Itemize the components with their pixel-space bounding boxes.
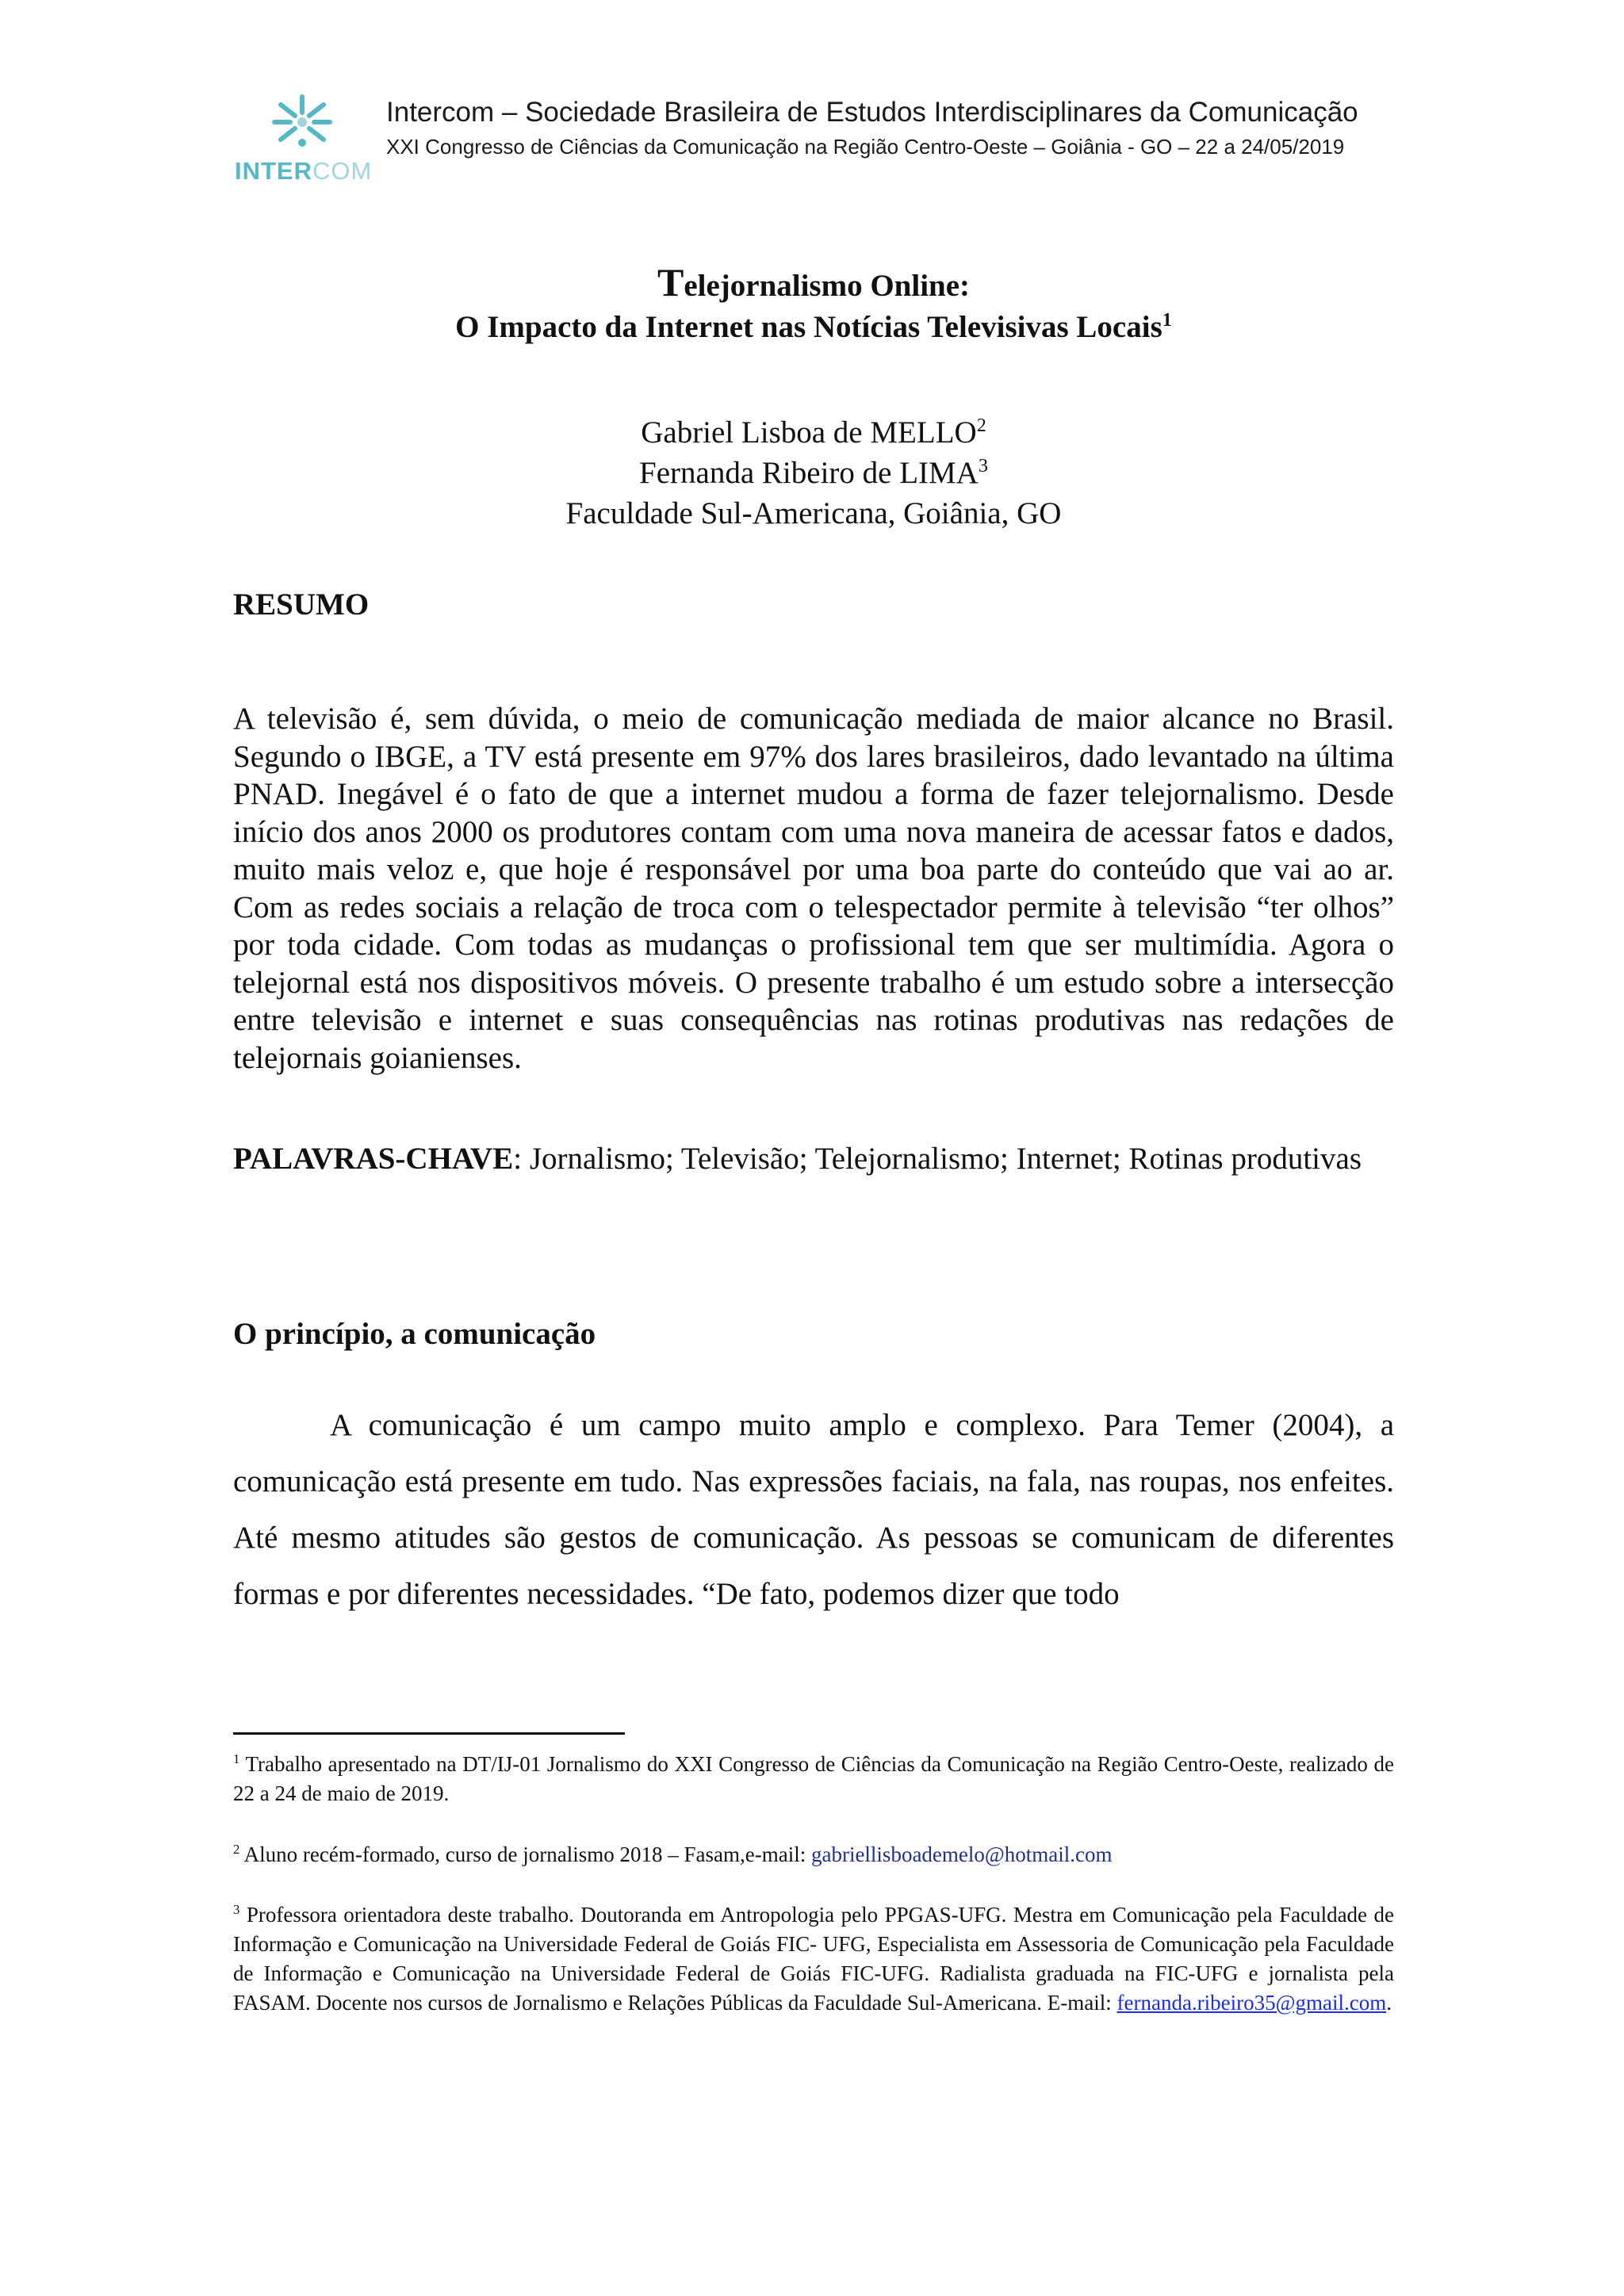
intercom-logo (235, 94, 373, 189)
footnote-3-email-link[interactable]: fernanda.ribeiro35@gmail.com (1116, 1991, 1387, 2015)
author-1-name: Gabriel Lisboa de MELLO (641, 415, 977, 450)
author-block (233, 412, 1394, 534)
header-organization: Intercom – Sociedade Brasileira de Estudos Interdisciplinares da Comunicação (386, 97, 1358, 128)
intercom-logo-text (235, 157, 373, 186)
title-initial: T (657, 260, 684, 304)
body-paragraph: A comunicação é um campo muito amplo e complexo. Para Temer (2004), a comunicação está presente em tudo. Nas expressões faciais, na fala, nas roupas, nos enfeites. Até mesmo atitudes são gestos de comunicação. As pessoas se comunicam de diferentes formas e por diferentes necessidades. “De fato, podemos dizer que todo (233, 1408, 1394, 1611)
footnote-2-number: 2 (233, 1842, 240, 1857)
keywords (233, 1140, 1394, 1178)
author-2 (233, 453, 1394, 493)
footnote-2-email[interactable]: gabriellisboademelo@hotmail.com (810, 1843, 1113, 1866)
header-conference: XXI Congresso de Ciências da Comunicação na Região Centro-Oeste – Goiânia - GO – 22 a 24/05/2019 (386, 135, 1345, 159)
title-footnote-ref: 1 (1162, 309, 1172, 331)
section-heading: O princípio, a comunicação (233, 1317, 596, 1351)
abstract-text: A televisão é, sem dúvida, o meio de comunicação mediada de maior alcance no Brasil. Segundo o IBGE, a TV está presente em 97% dos lares brasileiros, dado levantado na última PNAD. Inegável é o fato de que a internet mudou a forma de fazer telejornalismo. Desde início dos anos 2000 os produtores contam com uma nova maneira de acessar fatos e dados, muito mais veloz e, que hoje é responsável por uma boa parte do conteúdo que vai ao ar. Com as redes sociais a relação de troca com o telespectador permite à televisão “ter olhos” por toda cidade. Com todas as mudanças o profissional tem que ser multimídia. Agora o telejornal está nos dispositivos móveis. O presente trabalho é um estudo sobre a intersecção entre televisão e internet e suas consequências nas rotinas produtivas nas redações de telejornais goianienses. (233, 702, 1394, 1075)
footnote-1 (233, 1750, 1394, 1808)
title-line-1-rest: elejornalismo Online: (684, 269, 971, 303)
footnote-divider (233, 1732, 625, 1735)
paper-title (233, 262, 1394, 348)
intercom-logo-icon (266, 94, 338, 152)
page-header (235, 94, 1408, 197)
author-1-footnote-ref: 2 (976, 415, 986, 436)
author-2-footnote-ref: 3 (978, 455, 988, 476)
footnote-3 (233, 1900, 1394, 2018)
footnote-3-number: 3 (233, 1902, 240, 1917)
keywords-label: PALAVRAS-CHAVE (233, 1142, 514, 1176)
author-1 (233, 412, 1394, 453)
abstract-heading: RESUMO (233, 587, 370, 622)
footnote-3-end: . (1386, 1991, 1392, 2015)
logo-text-b: COM (312, 157, 373, 185)
logo-text-a: INTER (235, 157, 312, 185)
keywords-text: : Jornalismo; Televisão; Telejornalismo; Internet; Rotinas produtivas (513, 1142, 1362, 1176)
title-line-1 (233, 262, 1394, 307)
footnote-2-text: Aluno recém-formado, curso de jornalismo 2018 – Fasam,e-mail: (243, 1843, 811, 1866)
footnote-2 (233, 1840, 1394, 1869)
footnote-3-text: Professora orientadora deste trabalho. Doutoranda em Antropologia pelo PPGAS-UFG. Mestra em Comunicação pela Faculdade de Informação e Comunicação na Universidade Federal de Goiás FIC- UFG, Especialista em Assessoria de Comunicação pela Faculdade de Informação e Comunicação na Universidade Federal de Goiás FIC-UFG. Radialista graduada na FIC-UFG e jornalista pela FASAM. Docente nos cursos de Jornalismo e Relações Públicas da Faculdade Sul-Americana. E-mail: (233, 1903, 1394, 2015)
affiliation: Faculdade Sul-Americana, Goiânia, GO (565, 496, 1062, 530)
footnote-1-text: Trabalho apresentado na DT/IJ-01 Jornalismo do XXI Congresso de Ciências da Comunicação na Região Centro-Oeste, realizado de 22 a 24 de maio de 2019. (233, 1752, 1394, 1805)
author-2-name: Fernanda Ribeiro de LIMA (639, 456, 979, 490)
title-line-2 (233, 307, 1394, 348)
footnote-1-number: 1 (233, 1751, 240, 1766)
title-line-2-text: O Impacto da Internet nas Notícias Televisivas Locais (455, 310, 1162, 344)
